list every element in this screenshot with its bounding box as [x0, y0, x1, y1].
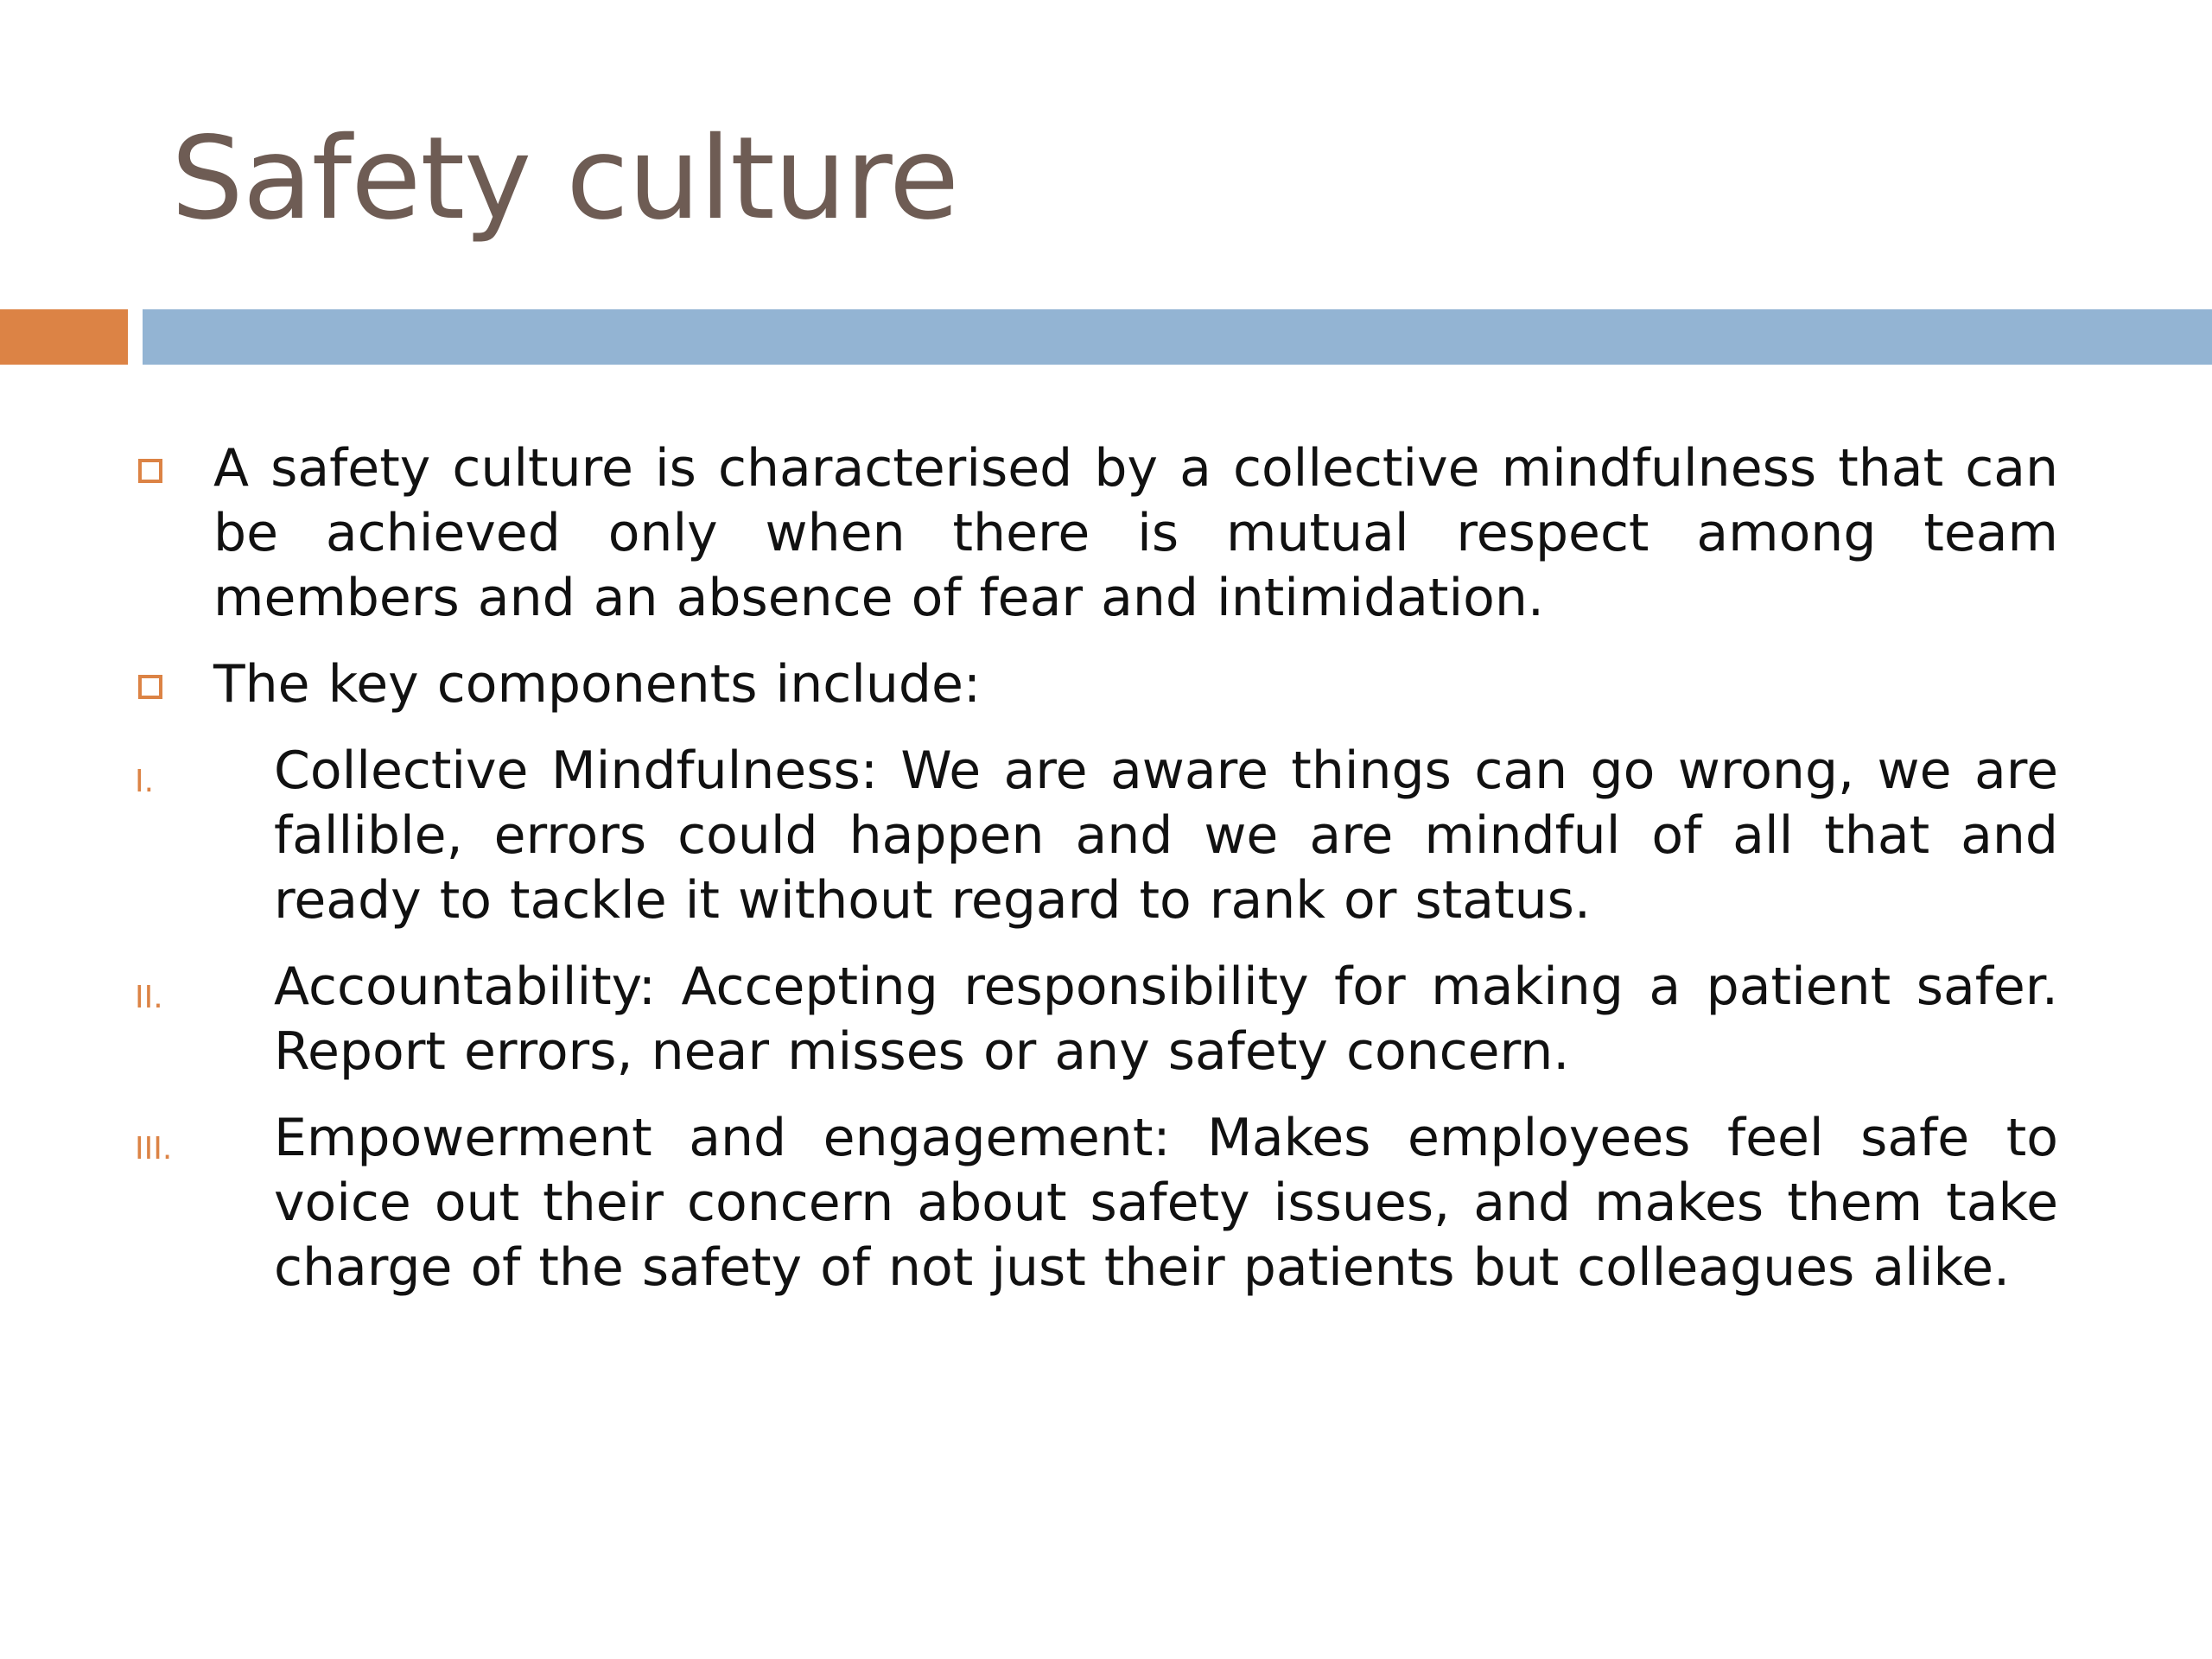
list-numeral: III. — [135, 1131, 173, 1166]
title-accent-bar-orange — [0, 309, 128, 365]
square-bullet-icon — [138, 675, 162, 699]
component-empowerment: Empowerment and engagement: Makes employees feel safe to voice out their concern about safety issues, and makes them take charge of the safety of not just their patients but colleagues alike. — [274, 1108, 2058, 1298]
list-numeral: II. — [135, 980, 163, 1015]
component-collective-mindfulness: Collective Mindfulness: We are aware things can go wrong, we are fallible, errors could happen and we are mindful of all that and ready to tackle it without regard to rank or status. — [274, 741, 2058, 931]
title-accent-bar-blue — [143, 309, 2212, 365]
bullet-text-key-components: The key components include: — [213, 654, 982, 715]
slide-title: Safety culture — [171, 112, 959, 245]
list-numeral: I. — [135, 764, 155, 799]
square-bullet-icon — [138, 459, 162, 483]
component-accountability: Accountability: Accepting responsibility for making a patient safer. Report errors, near misses or any safety concern. — [274, 957, 2058, 1082]
bullet-text-definition: A safety culture is characterised by a collective mindfulness that can be achieved only when there is mutual respect among team members and an absence of fear and intimidation. — [213, 438, 2058, 628]
